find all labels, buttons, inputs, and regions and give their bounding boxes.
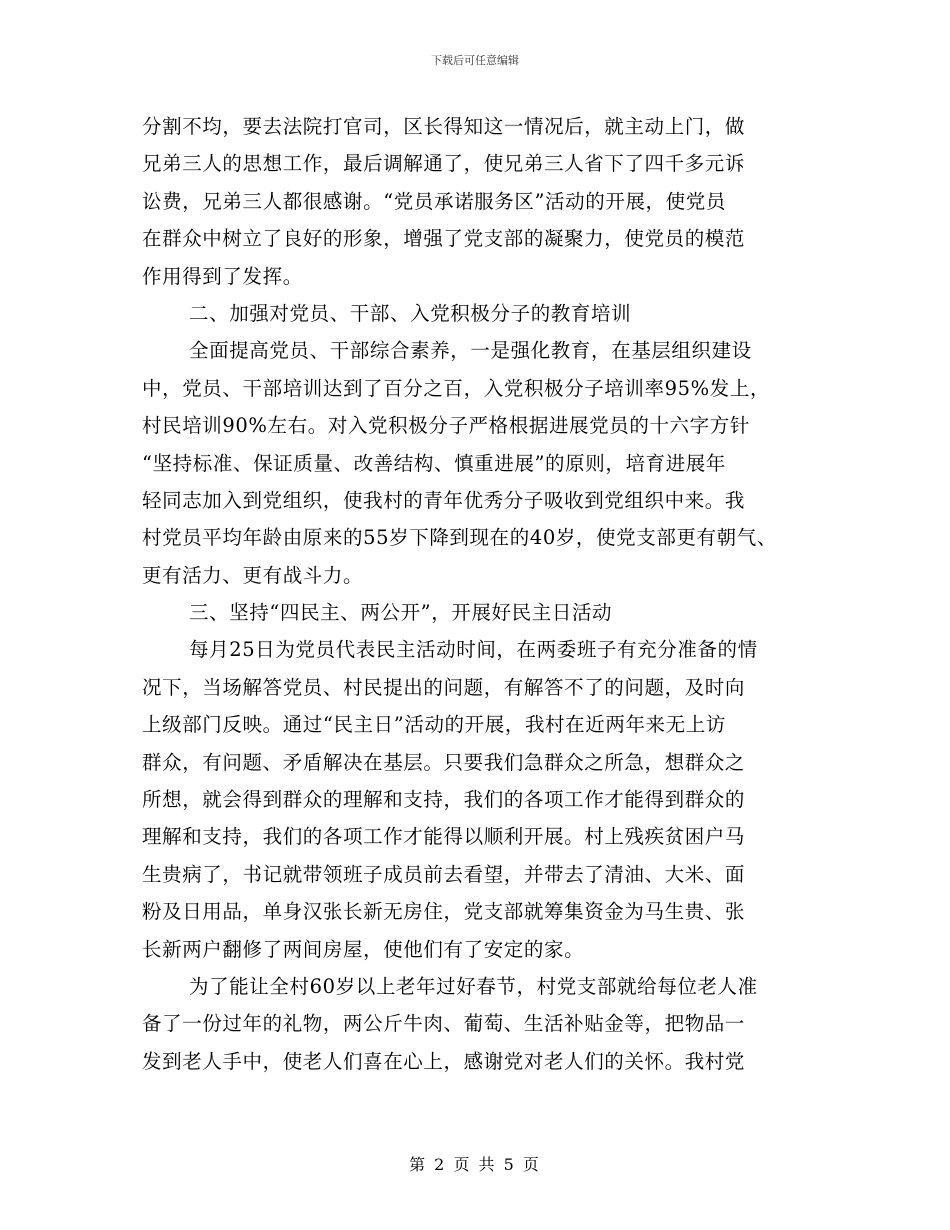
text-line: 在群众中树立了良好的形象，增强了党支部的凝聚力，使党员的模范	[142, 227, 746, 251]
text-line: 更有活力、更有战斗力。	[142, 563, 364, 587]
text-line: 备了一份过年的礼物，两公斤牛肉、葡萄、生活补贴金等，把物品一	[142, 1012, 746, 1036]
text-line: 兄弟三人的思想工作，最后调解通了，使兄弟三人省下了四千多元诉	[142, 152, 746, 176]
text-line: 况下，当场解答党员、村民提出的问题，有解答不了的问题，及时向	[142, 675, 746, 699]
text-line: 所想，就会得到群众的理解和支持，我们的各项工作才能得到群众的	[142, 788, 746, 812]
text-line: 二、加强对党员、干部、入党积极分子的教育培训	[189, 301, 632, 325]
text-line: 作用得到了发挥。	[142, 264, 303, 288]
text-line: 讼费，兄弟三人都很感谢。“党员承诺服务区”活动的开展，使党员	[142, 189, 726, 213]
text-line: 为了能让全村60岁以上老年过好春节，村党支部就给每位老人准	[189, 974, 758, 998]
text-line: 发到老人手中，使老人们喜在心上，感谢党对老人们的关怀。我村党	[142, 1049, 746, 1073]
text-line: 上级部门反映。通过“民主日”活动的开展，我村在近两年来无上访	[142, 713, 726, 737]
text-line: 分割不均，要去法院打官司，区长得知这一情况后，就主动上门，做	[142, 115, 746, 138]
text-line: 理解和支持，我们的各项工作才能得以顺利开展。村上残疾贫困户马	[142, 825, 746, 849]
text-line: 村党员平均年龄由原来的55岁下降到现在的40岁，使党支部更有朝气、	[142, 526, 777, 550]
text-line: 长新两户翻修了两间房屋，使他们有了安定的家。	[142, 937, 585, 961]
text-line: 全面提高党员、干部综合素养，一是强化教育，在基层组织建设	[189, 339, 752, 363]
text-line: 粉及日用品，单身汉张长新无房住，党支部就筹集资金为马生贵、张	[142, 900, 746, 924]
text-line: 每月25日为党员代表民主活动时间，在两委班子有充分准备的情	[189, 638, 758, 662]
page-header: 下载后可任意编辑	[431, 54, 519, 67]
page-footer: 第 2 页 共 5 页	[409, 1155, 541, 1174]
document-body	[142, 108, 832, 1080]
text-line: “坚持标准、保证质量、改善结构、慎重进展”的原则，培育进展年	[142, 451, 726, 475]
text-line: 生贵病了，书记就带领班子成员前去看望，并带去了清油、大米、面	[142, 862, 746, 886]
text-line: 三、坚持“四民主、两公开”，开展好民主日活动	[189, 601, 613, 625]
text-line: 轻同志加入到党组织，使我村的青年优秀分子吸收到党组织中来。我	[142, 488, 746, 512]
text-line: 群众，有问题、矛盾解决在基层。只要我们急群众之所急，想群众之	[142, 750, 746, 774]
text-line: 中，党员、干部培训达到了百分之百，入党积极分子培训率95%发上，	[142, 376, 771, 400]
text-line: 村民培训90%左右。对入党积极分子严格根据进展党员的十六字方针	[142, 414, 750, 438]
